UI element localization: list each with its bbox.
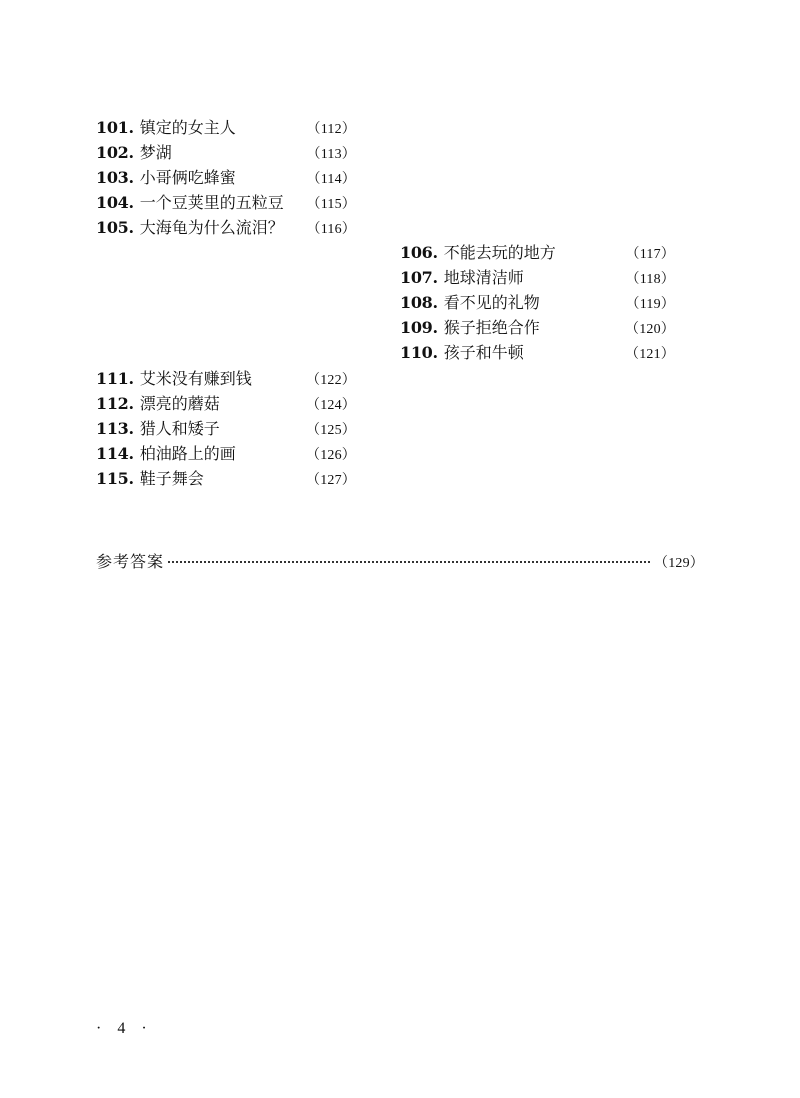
toc-entry bbox=[96, 140, 356, 165]
toc-group-3 bbox=[96, 366, 356, 491]
toc-entry-title: 孩子和牛顿 bbox=[443, 343, 524, 362]
toc-entry bbox=[96, 366, 356, 391]
toc-entry-title: 柏油路上的画 bbox=[139, 444, 236, 463]
toc-entry-title: 一个豆荚里的五粒豆 bbox=[139, 193, 284, 212]
toc-entry-title: 猴子拒绝合作 bbox=[443, 318, 540, 337]
toc-entry-title: 鞋子舞会 bbox=[139, 469, 204, 488]
answers-title: 参考答案 bbox=[96, 552, 165, 571]
toc-entry-title: 地球清洁师 bbox=[443, 268, 524, 287]
toc-entry-number: 114. bbox=[96, 444, 134, 463]
toc-entry-number: 113. bbox=[96, 419, 134, 438]
toc-entry bbox=[96, 115, 356, 140]
toc-entry-page: （121） bbox=[625, 347, 675, 362]
toc-entry-number: 103. bbox=[96, 168, 134, 187]
toc-entry-title: 漂亮的蘑菇 bbox=[139, 394, 220, 413]
toc-entry bbox=[400, 290, 675, 315]
answers-entry bbox=[96, 549, 704, 574]
toc-entry bbox=[400, 315, 675, 340]
toc-entry-page: （113） bbox=[306, 147, 356, 162]
toc-entry-page: （125） bbox=[306, 423, 356, 438]
toc-entry bbox=[400, 265, 675, 290]
toc-entry-page: （117） bbox=[625, 247, 675, 262]
dot-leader bbox=[168, 561, 650, 563]
toc-entry-number: 112. bbox=[96, 394, 134, 413]
toc-entry bbox=[400, 240, 675, 265]
toc-entry-number: 101. bbox=[96, 118, 134, 137]
toc-entry-title: 不能去玩的地方 bbox=[443, 243, 556, 262]
toc-entry bbox=[96, 215, 356, 240]
toc-entry-title: 大海龟为什么流泪？ bbox=[139, 218, 284, 237]
toc-entry bbox=[96, 466, 356, 491]
toc-entry-number: 105. bbox=[96, 218, 134, 237]
toc-entry-title: 看不见的礼物 bbox=[443, 293, 540, 312]
toc-entry-page: （122） bbox=[306, 373, 356, 388]
answers-page: （129） bbox=[654, 556, 704, 571]
toc-entry-title: 小哥俩吃蜂蜜 bbox=[139, 168, 236, 187]
toc-entry-page: （116） bbox=[306, 222, 356, 237]
toc-entry-title: 艾米没有赚到钱 bbox=[139, 369, 252, 388]
toc-entry bbox=[96, 190, 356, 215]
toc-entry bbox=[400, 340, 675, 365]
toc-entry-page: （112） bbox=[306, 122, 356, 137]
toc-entry-page: （126） bbox=[306, 448, 356, 463]
toc-entry bbox=[96, 416, 356, 441]
toc-entry-page: （124） bbox=[306, 398, 356, 413]
toc-entry bbox=[96, 165, 356, 190]
toc-group-1 bbox=[96, 115, 356, 240]
toc-entry-number: 110. bbox=[400, 343, 438, 362]
toc-entry-number: 115. bbox=[96, 469, 134, 488]
toc-entry-page: （120） bbox=[625, 322, 675, 337]
toc-entry-number: 102. bbox=[96, 143, 134, 162]
toc-entry-number: 106. bbox=[400, 243, 438, 262]
toc-group-2 bbox=[400, 240, 675, 365]
toc-entry-page: （115） bbox=[306, 197, 356, 212]
toc-entry bbox=[96, 391, 356, 416]
toc-entry-page: （127） bbox=[306, 473, 356, 488]
toc-entry-title: 梦湖 bbox=[139, 143, 172, 162]
toc-entry-number: 104. bbox=[96, 193, 134, 212]
toc-entry-title: 镇定的女主人 bbox=[139, 118, 236, 137]
toc-entry-page: （114） bbox=[306, 172, 356, 187]
toc-entry-page: （119） bbox=[625, 297, 675, 312]
toc-entry bbox=[96, 441, 356, 466]
toc-entry-page: （118） bbox=[625, 272, 675, 287]
toc-entry-number: 107. bbox=[400, 268, 438, 287]
toc-entry-number: 108. bbox=[400, 293, 438, 312]
toc-entry-number: 111. bbox=[96, 369, 134, 388]
toc-entry-title: 猎人和矮子 bbox=[139, 419, 220, 438]
page-number: · 4 · bbox=[96, 1020, 153, 1037]
toc-entry-number: 109. bbox=[400, 318, 438, 337]
